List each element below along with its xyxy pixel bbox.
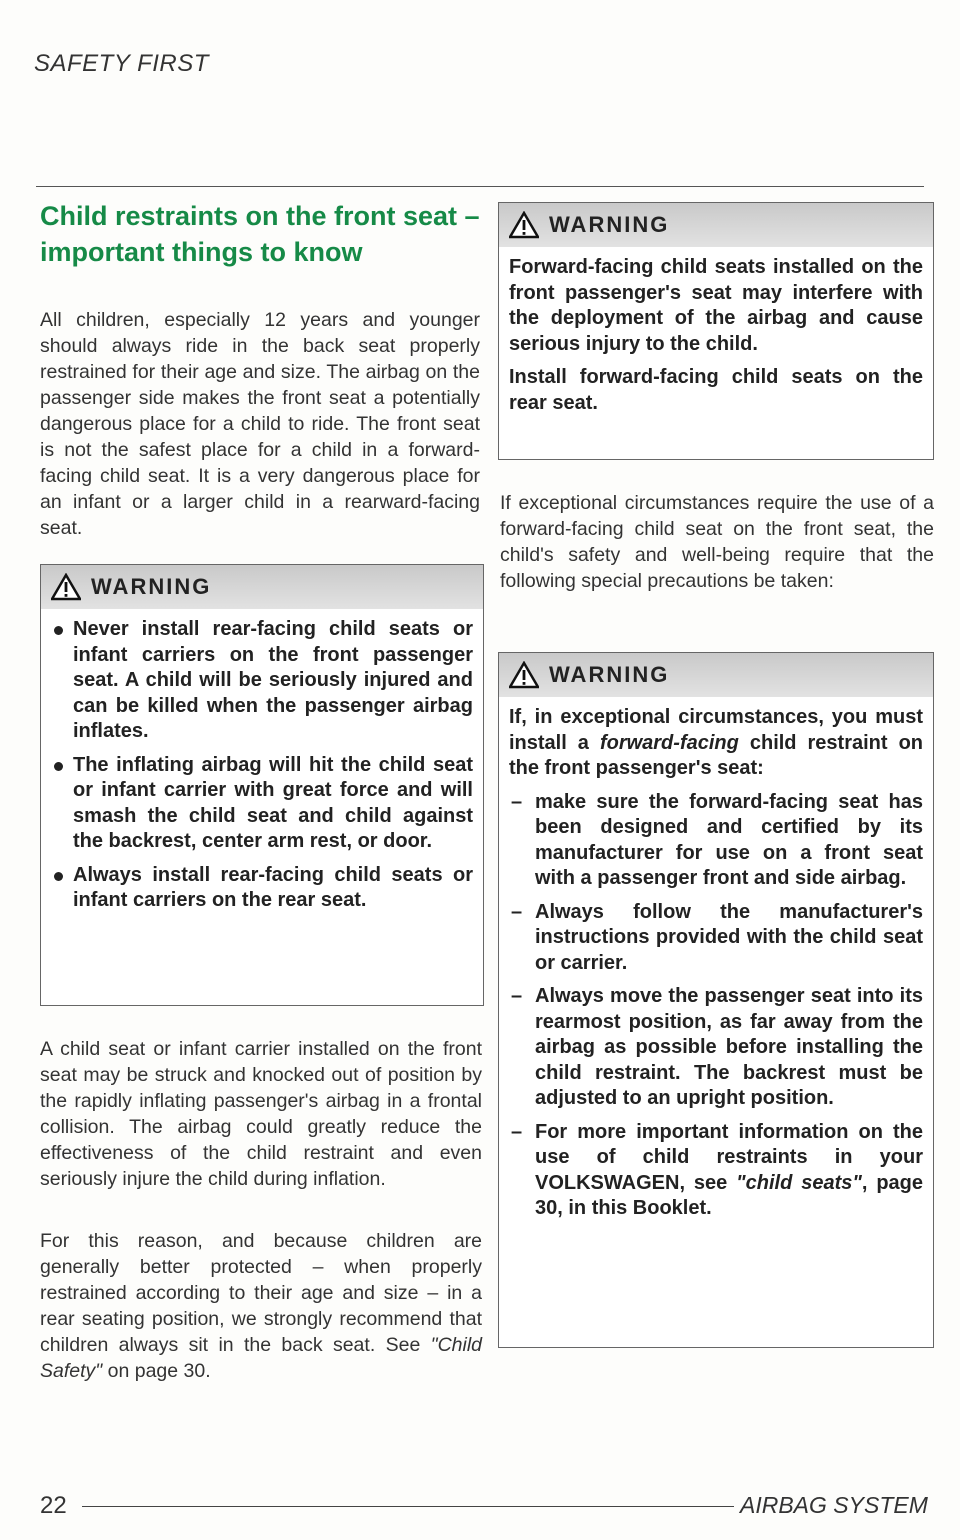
warning-box-forward-facing — [498, 202, 934, 460]
warning-bullet: Never install rear-facing child seats or infant carriers on the front passenger seat. A child will be seriously injured and can be killed when the passenger airbag inflates. — [51, 617, 473, 745]
warning-header — [499, 203, 933, 247]
running-header: SAFETY FIRST — [34, 50, 209, 77]
warning-header — [499, 653, 933, 697]
paragraph-recommendation: For this reason, and because children are generally better protected – when properly restrained according to their age and size – in a rear seating position, we strongly recommend that children always sit in the back seat. See "Child Safety" on page 30. — [40, 1230, 482, 1382]
warning-triangle-icon — [51, 573, 81, 601]
warning-box-exceptional — [498, 652, 934, 1348]
warning-item: – Always follow the manufacturer's instructions provided with the child seat or carrier. — [509, 900, 923, 977]
paragraph-frontal-collision: A child seat or infant carrier installed on the front seat may be struck and knocked out of position by the rapidly inflating passenger's airbag in a frontal collision. The airbag could greatly reduce the effectiveness of the child restraint and even seriously injure the child during inflation. — [40, 1038, 482, 1190]
warning-header — [41, 565, 483, 609]
child-seats-reference: "child seats" — [736, 1171, 862, 1194]
warning-item: – For more important information on the use of child restraints in your VOLKSWAGEN, see "child seats", page 30, in this Booklet. — [509, 1120, 923, 1222]
warning-item: – Always move the passenger seat into its rearmost position, as far away from the airbag as possible before installing the child restraint. The backrest must be adjusted to an upright position. — [509, 984, 923, 1112]
intro-paragraph: All children, especially 12 years and younger should always ride in the back seat properly restrained for their age and size. The airbag on the passenger side makes the front seat a potentially dangerous place for a child to ride. The front seat is not the safest place for a child in a forward-facing child seat. It is a very dangerous place for an infant or a larger child in a rearward-facing seat. — [40, 309, 480, 539]
warning-triangle-icon — [509, 211, 539, 239]
warning-label: WARNING — [549, 212, 670, 237]
footer-rule — [82, 1506, 734, 1507]
warning-box-rear-facing — [40, 564, 484, 1006]
paragraph-exceptional: If exceptional circumstances require the use of a forward-facing child seat on the front seat, the child's safety and well-being require that the following special precautions be taken: — [500, 492, 934, 592]
warning-item: – make sure the forward-facing seat has been designed and certified by its manufacturer for use on a front seat with a passenger front and side airbag. — [509, 790, 923, 892]
warning-text: Install forward-facing child seats on the rear seat. — [509, 366, 923, 414]
page-number: 22 — [40, 1492, 67, 1519]
warning-bullet: Always install rear-facing child seats or infant carriers on the rear seat. — [51, 863, 473, 914]
warning-intro: If, in exceptional circumstances, you must install a forward-facing child restraint on the front passenger's seat: — [509, 706, 923, 779]
child-safety-reference: "Child Safety" — [40, 1334, 482, 1382]
warning-text: Forward-facing child seats installed on the front passenger's seat may interfere with the deployment of the airbag and cause serious injury to the child. — [509, 256, 923, 355]
header-rule — [36, 186, 924, 187]
warning-bullet: The inflating airbag will hit the child seat or infant carrier with great force and will smash the child seat and child against the backrest, center arm rest, or door. — [51, 753, 473, 855]
warning-label: WARNING — [549, 662, 670, 687]
warning-label: WARNING — [91, 574, 212, 599]
footer-section-title: AIRBAG SYSTEM — [740, 1492, 928, 1518]
section-title: Child restraints on the front seat – important things to know — [40, 201, 480, 267]
warning-triangle-icon — [509, 661, 539, 689]
